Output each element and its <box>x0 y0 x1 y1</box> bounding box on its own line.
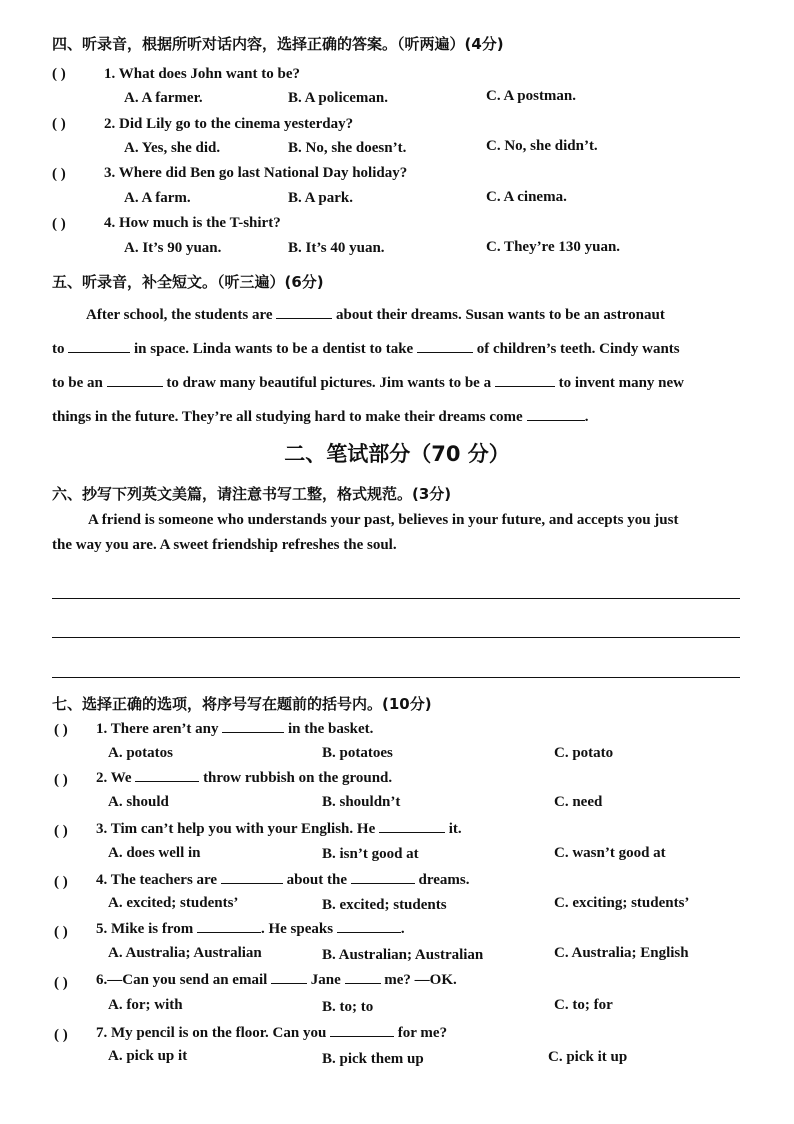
cloze-text: things in the future. They’re all studying hard to make their dreams come <box>52 409 523 425</box>
option-b: B. isn’t good at <box>322 846 419 862</box>
option-b: B. shouldn’t <box>322 794 401 810</box>
cloze-blank-2[interactable] <box>68 338 130 353</box>
answer-bracket[interactable]: ( ) <box>54 975 68 991</box>
question-blank[interactable] <box>379 818 445 833</box>
part5-heading: 五、听录音，补全短文。（听三遍）(6分) <box>52 273 324 291</box>
question-text <box>96 918 405 939</box>
option-c: C. exciting; students’ <box>554 895 690 911</box>
question-blank-1[interactable] <box>271 969 307 984</box>
option-b: B. excited; students <box>322 897 447 913</box>
cloze-text: to <box>52 341 65 357</box>
option-c: C. Australia; English <box>554 945 689 961</box>
question-blank-1[interactable] <box>197 918 261 933</box>
question-part: 4. The teachers are <box>96 872 218 888</box>
option-b: B. potatoes <box>322 745 393 761</box>
answer-bracket[interactable]: ( ) <box>52 166 66 182</box>
option-a: A. A farmer. <box>124 90 203 106</box>
option-a: A. potatos <box>108 745 174 761</box>
question-part: in the basket. <box>288 721 374 737</box>
answer-bracket[interactable]: ( ) <box>54 823 68 839</box>
option-a: A. pick up it <box>108 1048 188 1064</box>
question-text <box>96 869 470 890</box>
copy-passage-line-2: the way you are. A sweet friendship refreshes the soul. <box>52 537 397 553</box>
option-a: A. A farm. <box>124 190 191 206</box>
cloze-line-3 <box>52 372 752 393</box>
question-part: 3. Tim can’t help you with your English. He <box>96 821 376 837</box>
option-a: A. should <box>108 794 169 810</box>
question-part: 2. We <box>96 770 132 786</box>
question-blank[interactable] <box>222 718 284 733</box>
answer-bracket[interactable]: ( ) <box>54 772 68 788</box>
writing-line-1[interactable] <box>52 598 740 599</box>
answer-bracket[interactable]: ( ) <box>52 216 66 232</box>
question-part: 1. There aren’t any <box>96 721 219 737</box>
question-part: Jane <box>310 972 341 988</box>
option-c: C. wasn’t good at <box>554 845 666 861</box>
cloze-text: to invent many new <box>558 375 684 391</box>
written-section-title: 二、笔试部分（70 分） <box>284 442 510 466</box>
question-text <box>96 969 457 990</box>
option-c: C. potato <box>554 745 614 761</box>
option-c: C. A cinema. <box>486 189 567 205</box>
option-b: B. pick them up <box>322 1051 424 1067</box>
cloze-text: of children’s teeth. Cindy wants <box>476 341 680 357</box>
answer-bracket[interactable]: ( ) <box>54 874 68 890</box>
part4-heading: 四、听录音，根据所听对话内容，选择正确的答案。（听两遍）(4分) <box>52 35 504 53</box>
question-blank-2[interactable] <box>351 869 415 884</box>
writing-line-2[interactable] <box>52 637 740 638</box>
option-a: A. does well in <box>108 845 201 861</box>
cloze-line-1 <box>86 304 786 325</box>
answer-bracket[interactable]: ( ) <box>52 66 66 82</box>
cloze-text: . <box>584 409 589 425</box>
question-blank-1[interactable] <box>221 869 283 884</box>
question-text <box>96 1022 447 1043</box>
cloze-text: to draw many beautiful pictures. Jim wants to be a <box>166 375 492 391</box>
question-blank-2[interactable] <box>337 918 401 933</box>
option-c: C. No, she didn’t. <box>486 138 598 154</box>
option-b: B. No, she doesn’t. <box>288 140 407 156</box>
question-text: 4. How much is the T-shirt? <box>104 215 281 231</box>
question-part: throw rubbish on the ground. <box>203 770 393 786</box>
option-b: B. A park. <box>288 190 354 206</box>
option-b: B. It’s 40 yuan. <box>288 240 385 256</box>
question-part: me? —OK. <box>384 972 457 988</box>
cloze-text: After school, the students are <box>86 307 273 323</box>
option-c: C. pick it up <box>548 1049 628 1065</box>
answer-bracket[interactable]: ( ) <box>54 722 68 738</box>
question-blank[interactable] <box>135 767 199 782</box>
question-part: 7. My pencil is on the floor. Can you <box>96 1025 327 1041</box>
part6-heading: 六、抄写下列英文美篇，请注意书写工整，格式规范。(3分) <box>52 485 452 503</box>
cloze-blank-3[interactable] <box>417 338 473 353</box>
question-text <box>96 718 373 739</box>
cloze-text: to be an <box>52 375 103 391</box>
answer-bracket[interactable]: ( ) <box>54 1027 68 1043</box>
cloze-text: in space. Linda wants to be a dentist to take <box>134 341 414 357</box>
question-part: . He speaks <box>260 921 334 937</box>
cloze-blank-4[interactable] <box>107 372 163 387</box>
question-part: 6.—Can you send an email <box>96 972 268 988</box>
writing-line-3[interactable] <box>52 677 740 678</box>
cloze-blank-1[interactable] <box>276 304 332 319</box>
option-c: C. need <box>554 794 603 810</box>
option-a: A. Australia; Australian <box>108 945 262 961</box>
question-blank-2[interactable] <box>345 969 381 984</box>
option-b: B. to; to <box>322 999 374 1015</box>
question-text: 3. Where did Ben go last National Day holiday? <box>104 165 408 181</box>
option-c: C. to; for <box>554 997 613 1013</box>
option-c: C. They’re 130 yuan. <box>486 239 621 255</box>
question-part: about the <box>286 872 348 888</box>
copy-passage-line-1: A friend is someone who understands your past, believes in your future, and accepts you just <box>88 512 679 528</box>
option-a: A. for; with <box>108 997 183 1013</box>
option-a: A. Yes, she did. <box>124 140 221 156</box>
question-text: 1. What does John want to be? <box>104 66 301 82</box>
question-part: . <box>400 921 405 937</box>
question-text <box>96 767 392 788</box>
question-blank[interactable] <box>330 1022 394 1037</box>
part7-heading: 七、选择正确的选项，将序号写在题前的括号内。(10分) <box>52 695 432 713</box>
question-part: for me? <box>397 1025 448 1041</box>
question-text <box>96 818 462 839</box>
cloze-blank-5[interactable] <box>495 372 555 387</box>
cloze-line-4 <box>52 406 752 427</box>
question-text: 2. Did Lily go to the cinema yesterday? <box>104 116 354 132</box>
option-c: C. A postman. <box>486 88 577 104</box>
answer-bracket[interactable]: ( ) <box>52 116 66 132</box>
cloze-blank-6[interactable] <box>527 406 585 421</box>
question-part: it. <box>448 821 462 837</box>
option-a: A. It’s 90 yuan. <box>124 240 222 256</box>
cloze-text: about their dreams. Susan wants to be an astronaut <box>336 307 665 323</box>
option-b: B. Australian; Australian <box>322 947 484 963</box>
question-part: 5. Mike is from <box>96 921 194 937</box>
cloze-line-2 <box>52 338 752 359</box>
option-b: B. A policeman. <box>288 90 389 106</box>
answer-bracket[interactable]: ( ) <box>54 924 68 940</box>
question-part: dreams. <box>418 872 470 888</box>
option-a: A. excited; students’ <box>108 895 239 911</box>
